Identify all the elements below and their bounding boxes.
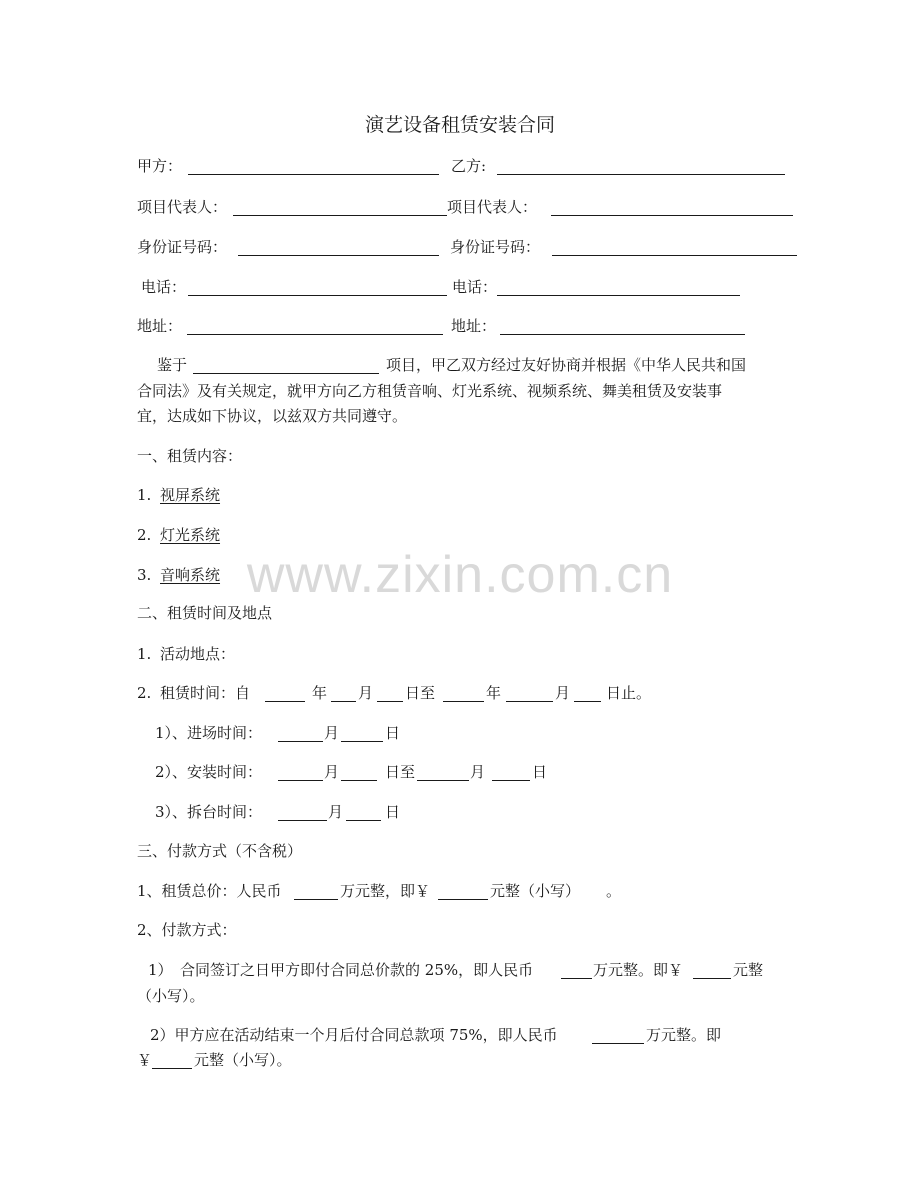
- rep-a-label: 项目代表人：: [137, 198, 228, 216]
- period-label: 租赁时间：自: [160, 684, 251, 702]
- id-b-label: 身份证号码：: [450, 238, 541, 256]
- teardown-month: 月: [328, 803, 344, 821]
- section2-heading: 二、租赁时间及地点: [137, 604, 273, 622]
- payment-1-yuan-text: 元整: [733, 961, 764, 979]
- section3-heading: 三、付款方式（不含税）: [137, 842, 303, 860]
- list-item-text: 音响系统: [160, 566, 221, 584]
- total-wan-blank[interactable]: [294, 899, 338, 900]
- payment-1-note: （小写）。: [137, 987, 205, 1005]
- payment-1-yuan-blank[interactable]: [693, 978, 731, 979]
- payment-1-text: 合同签订之日甲方即付合同总价款的 25%，即人民币: [180, 961, 534, 979]
- list-item-number: 2.: [137, 526, 152, 544]
- total-wan-text: 万元整，即￥: [340, 882, 431, 900]
- preamble-line3: 宜，达成如下协议，以兹双方共同遵守。: [137, 407, 408, 425]
- start-month-blank[interactable]: [331, 701, 356, 702]
- teardown-day: 日: [385, 803, 401, 821]
- entry-month: 月: [324, 724, 340, 742]
- list-item-number: 1.: [137, 486, 152, 504]
- tel-a-blank[interactable]: [188, 295, 447, 296]
- install-month2-blank[interactable]: [417, 780, 469, 781]
- payment-2-wan-blank[interactable]: [592, 1043, 644, 1044]
- payment-2-yuan-blank[interactable]: [152, 1068, 192, 1069]
- payment-1-wan-text: 万元整。即￥: [593, 961, 684, 979]
- tel-b-blank[interactable]: [497, 295, 740, 296]
- party-b-blank[interactable]: [497, 174, 785, 175]
- list-item-number: 3.: [137, 566, 152, 584]
- addr-b-label: 地址：: [451, 317, 497, 335]
- preamble-start: 鉴于: [157, 356, 188, 374]
- period-end: 日止。: [606, 684, 652, 702]
- project-name-blank[interactable]: [193, 373, 379, 374]
- payment-1-number: 1）: [148, 961, 173, 979]
- payment-1-wan-blank[interactable]: [561, 978, 592, 979]
- teardown-label: 3）、拆台时间：: [155, 803, 263, 821]
- addr-b-blank[interactable]: [500, 334, 745, 335]
- party-a-blank[interactable]: [188, 174, 439, 175]
- install-label: 2）、安装时间：: [155, 763, 263, 781]
- preamble-line2: 合同法》及有关规定，就甲方向乙方租赁音响、灯光系统、视频系统、舞美租赁及安装事: [137, 382, 723, 400]
- total-yuan-blank[interactable]: [438, 899, 488, 900]
- install-day-blank[interactable]: [341, 780, 377, 781]
- payment-method-heading: 2、付款方式：: [137, 921, 237, 939]
- preamble-line1: 项目，甲乙双方经过友好协商并根据《中华人民共和国: [386, 356, 747, 374]
- teardown-day-blank[interactable]: [346, 820, 381, 821]
- install-month2: 月: [470, 763, 486, 781]
- period-month-1: 月: [358, 684, 374, 702]
- period-month-2: 月: [555, 684, 571, 702]
- entry-label: 1）、进场时间：: [155, 724, 263, 742]
- rep-b-blank[interactable]: [551, 215, 793, 216]
- install-day2: 日: [532, 763, 548, 781]
- section1-heading: 一、租赁内容：: [137, 447, 243, 465]
- entry-day: 日: [385, 724, 401, 742]
- rep-a-blank[interactable]: [233, 215, 447, 216]
- total-label: 1、租赁总价：人民币: [137, 882, 282, 900]
- tel-a-label: 电话：: [141, 278, 187, 296]
- start-year-blank[interactable]: [265, 701, 305, 702]
- end-day-blank[interactable]: [574, 701, 601, 702]
- document-title: 演艺设备租赁安装合同: [364, 114, 555, 136]
- tel-b-label: 电话：: [452, 278, 498, 296]
- install-month: 月: [324, 763, 340, 781]
- venue-number: 1.: [137, 645, 152, 663]
- start-day-blank[interactable]: [377, 701, 403, 702]
- id-a-label: 身份证号码：: [137, 238, 228, 256]
- period-day-to: 日至: [405, 684, 436, 702]
- install-day-to: 日至: [385, 763, 416, 781]
- id-a-blank[interactable]: [238, 255, 439, 256]
- teardown-month-blank[interactable]: [278, 820, 327, 821]
- id-b-blank[interactable]: [552, 255, 797, 256]
- entry-month-blank[interactable]: [278, 741, 323, 742]
- install-day2-blank[interactable]: [492, 780, 530, 781]
- payment-2-yen: ￥: [137, 1051, 153, 1069]
- payment-2-text: 2）甲方应在活动结束一个月后付合同总款项 75%，即人民币: [150, 1026, 558, 1044]
- addr-a-label: 地址：: [137, 317, 183, 335]
- end-year-blank[interactable]: [443, 701, 484, 702]
- party-a-label: 甲方：: [137, 157, 183, 175]
- period-year-2: 年: [486, 684, 502, 702]
- total-yuan-text: 元整（小写）: [490, 882, 581, 900]
- party-b-label: 乙方:: [451, 157, 487, 175]
- list-item-text: 灯光系统: [160, 526, 221, 544]
- end-month-blank[interactable]: [506, 701, 553, 702]
- addr-a-blank[interactable]: [187, 334, 443, 335]
- entry-day-blank[interactable]: [341, 741, 383, 742]
- payment-2-wan-text: 万元整。即: [646, 1026, 722, 1044]
- total-period: 。: [606, 882, 622, 900]
- list-item-text: 视屏系统: [160, 486, 221, 504]
- payment-2-yuan-text: 元整（小写）。: [194, 1051, 292, 1069]
- watermark: www.zixin.com.cn: [246, 546, 674, 604]
- install-month-blank[interactable]: [278, 780, 323, 781]
- rep-b-label: 项目代表人：: [447, 198, 538, 216]
- period-number: 2.: [137, 684, 152, 702]
- venue-label: 活动地点：: [160, 645, 236, 663]
- period-year-1: 年: [312, 684, 328, 702]
